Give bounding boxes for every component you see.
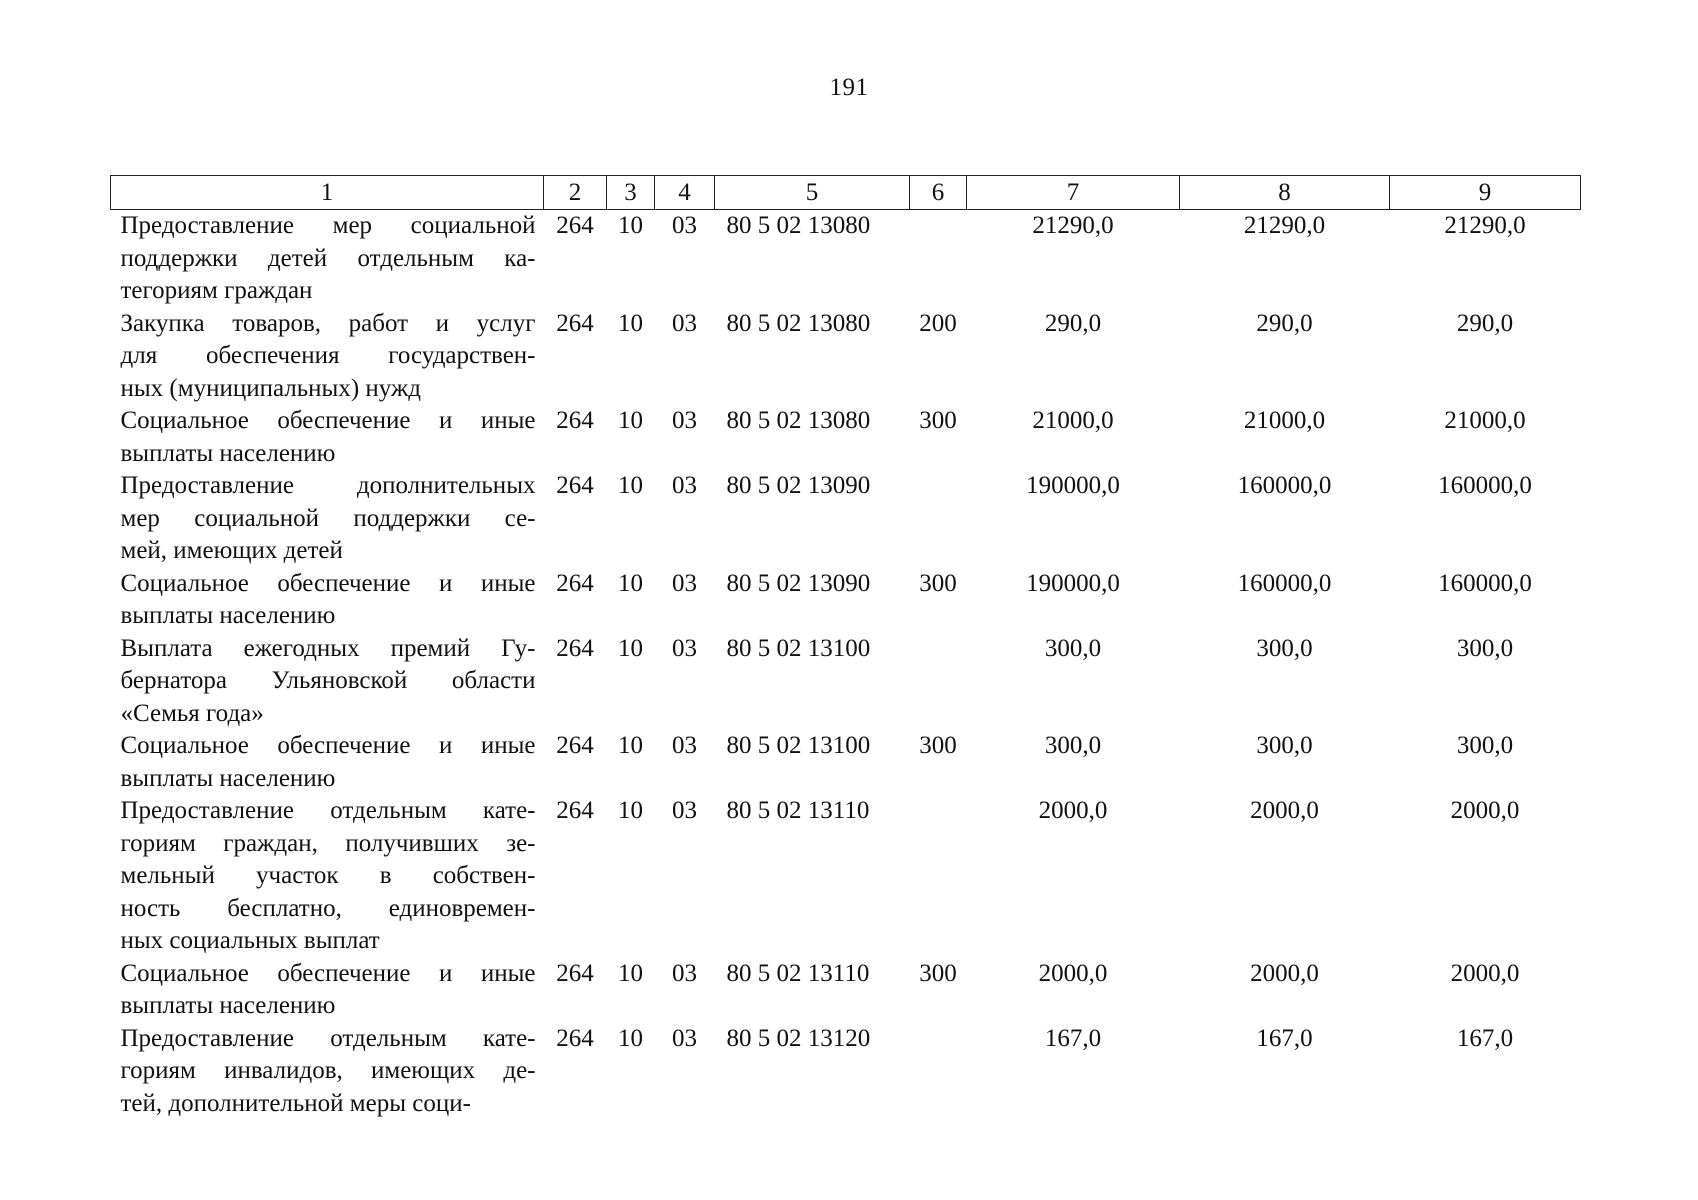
- section-code: 10: [618, 959, 643, 987]
- section-code: 10: [618, 634, 643, 662]
- subsection-code: 03: [672, 472, 697, 499]
- ministry-code: 264: [556, 732, 594, 759]
- ministry-code: 264: [556, 212, 594, 239]
- description-line: выплаты населению: [120, 602, 336, 629]
- expense-type-code: [910, 795, 967, 958]
- row-description: [111, 405, 544, 470]
- target-article-code: 80 5 02 13120: [726, 1024, 871, 1052]
- amount-col-8: 21000,0: [1243, 407, 1326, 434]
- table-header: [111, 176, 1581, 210]
- table-row: [111, 730, 1581, 795]
- row-description: [111, 633, 544, 731]
- amount-col-7: 167,0: [1044, 1024, 1102, 1052]
- description-line: бернатора Ульяновской области: [120, 667, 536, 694]
- target-article-code: 80 5 02 13080: [726, 407, 871, 434]
- amount-col-8: 290,0: [1256, 309, 1313, 337]
- amount-col-8: 2000,0: [1250, 797, 1319, 824]
- amount-col-7: 190000,0: [1026, 472, 1120, 499]
- column-header-8: 8: [1180, 176, 1390, 210]
- column-header-9: 9: [1390, 176, 1581, 210]
- target-article-code: 80 5 02 13090: [726, 569, 871, 597]
- section-code: 10: [618, 732, 643, 759]
- ministry-code: 264: [556, 472, 594, 499]
- section-code: 10: [618, 1024, 643, 1052]
- ministry-code: 264: [556, 569, 594, 597]
- target-article-code: 80 5 02 13100: [726, 634, 871, 662]
- ministry-code: 264: [556, 959, 594, 987]
- row-description: [111, 1023, 544, 1121]
- description-line: тегориям граждан: [120, 277, 313, 304]
- target-article-code: 80 5 02 13110: [726, 797, 870, 824]
- section-code: 10: [618, 309, 643, 337]
- description-line: Предоставление отдельным кате-: [120, 1024, 536, 1052]
- table-row: [111, 470, 1581, 568]
- description-line: для обеспечения государствен-: [120, 342, 536, 369]
- table-row: [111, 1023, 1581, 1121]
- table-row: [111, 568, 1581, 633]
- amount-col-8: 2000,0: [1250, 959, 1319, 987]
- description-line: Выплата ежегодных премий Гу-: [120, 634, 536, 662]
- target-article-code: 80 5 02 13110: [726, 959, 870, 987]
- description-line: мельный участок в собствен-: [120, 862, 536, 889]
- section-code: 10: [618, 797, 643, 824]
- target-article-code: 80 5 02 13090: [726, 472, 871, 499]
- expense-type-code: 300: [919, 959, 957, 987]
- subsection-code: 03: [672, 959, 697, 987]
- description-line: «Семья года»: [120, 699, 264, 727]
- amount-col-9: 2000,0: [1450, 797, 1520, 824]
- description-line: Предоставление мер социальной: [120, 212, 536, 239]
- ministry-code: 264: [556, 309, 594, 337]
- amount-col-7: 21290,0: [1032, 212, 1114, 239]
- description-line: выплаты населению: [120, 992, 336, 1019]
- amount-col-9: 300,0: [1456, 732, 1514, 759]
- amount-col-9: 300,0: [1456, 634, 1514, 662]
- amount-col-8: 160000,0: [1237, 472, 1332, 499]
- subsection-code: 03: [672, 407, 697, 434]
- amount-col-7: 190000,0: [1026, 569, 1120, 597]
- description-line: мер социальной поддержки се-: [120, 504, 536, 532]
- amount-col-8: 160000,0: [1237, 569, 1332, 597]
- subsection-code: 03: [672, 732, 697, 759]
- column-header-1: 1: [111, 176, 544, 210]
- section-code: 10: [618, 472, 643, 499]
- expense-type-code: [910, 470, 967, 568]
- description-line: поддержки детей отдельным ка-: [120, 244, 536, 272]
- target-article-code: 80 5 02 13080: [726, 309, 871, 337]
- row-description: [111, 795, 544, 958]
- page-number: 191: [829, 74, 869, 101]
- amount-col-7: 300,0: [1044, 634, 1102, 662]
- ministry-code: 264: [556, 634, 594, 662]
- amount-col-7: 300,0: [1044, 732, 1102, 759]
- table-row: [111, 958, 1581, 1023]
- description-line: тей, дополнительной меры соци-: [120, 1089, 471, 1117]
- amount-col-8: 300,0: [1256, 634, 1313, 662]
- header-row: [111, 176, 1581, 210]
- description-line: Социальное обеспечение и иные: [120, 959, 536, 987]
- table-row: [111, 210, 1581, 308]
- description-line: Предоставление дополнительных: [120, 472, 536, 499]
- budget-table-sheet: [110, 175, 1580, 1120]
- amount-col-7: 2000,0: [1038, 959, 1108, 987]
- subsection-code: 03: [672, 569, 697, 597]
- amount-col-9: 21000,0: [1444, 407, 1526, 434]
- expense-type-code: 300: [919, 407, 957, 434]
- description-line: выплаты населению: [120, 439, 336, 467]
- column-header-2: 2: [544, 176, 607, 210]
- description-line: ных социальных выплат: [120, 927, 380, 954]
- table-row: [111, 308, 1581, 406]
- amount-col-9: 160000,0: [1438, 569, 1532, 597]
- ministry-code: 264: [556, 1024, 594, 1052]
- description-line: ных (муниципальных) нужд: [120, 374, 421, 402]
- amount-col-7: 21000,0: [1032, 407, 1114, 434]
- section-code: 10: [618, 212, 643, 239]
- amount-col-9: 2000,0: [1450, 959, 1520, 987]
- column-header-3: 3: [607, 176, 655, 210]
- section-code: 10: [618, 569, 643, 597]
- column-header-7: 7: [967, 176, 1180, 210]
- description-line: Предоставление отдельным кате-: [120, 797, 536, 824]
- table-row: [111, 405, 1581, 470]
- row-description: [111, 308, 544, 406]
- subsection-code: 03: [672, 1024, 697, 1052]
- amount-col-9: 21290,0: [1444, 212, 1526, 239]
- expense-type-code: [910, 1023, 967, 1121]
- subsection-code: 03: [672, 212, 697, 239]
- expense-type-code: [910, 210, 967, 308]
- row-description: [111, 730, 544, 795]
- expense-type-code: [910, 633, 967, 731]
- row-description: [111, 568, 544, 633]
- ministry-code: 264: [556, 797, 594, 824]
- expense-type-code: 300: [919, 569, 957, 597]
- description-line: гориям инвалидов, имеющих де-: [120, 1057, 536, 1084]
- description-line: мей, имеющих детей: [120, 537, 343, 564]
- table-body: [111, 210, 1581, 1121]
- subsection-code: 03: [672, 309, 697, 337]
- description-line: гориям граждан, получивших зе-: [120, 829, 536, 857]
- description-line: выплаты населению: [120, 764, 336, 792]
- description-line: Социальное обеспечение и иные: [120, 569, 536, 597]
- description-line: Социальное обеспечение и иные: [120, 407, 536, 434]
- amount-col-7: 290,0: [1044, 309, 1102, 337]
- amount-col-9: 167,0: [1456, 1024, 1514, 1052]
- amount-col-8: 167,0: [1256, 1024, 1313, 1052]
- amount-col-8: 300,0: [1256, 732, 1313, 759]
- description-line: Социальное обеспечение и иные: [120, 732, 536, 759]
- description-line: ность бесплатно, единовремен-: [120, 894, 536, 922]
- amount-col-9: 290,0: [1456, 309, 1514, 337]
- column-header-4: 4: [655, 176, 715, 210]
- row-description: [111, 210, 544, 308]
- target-article-code: 80 5 02 13100: [726, 732, 871, 759]
- amount-col-9: 160000,0: [1438, 472, 1532, 499]
- column-header-6: 6: [910, 176, 967, 210]
- amount-col-7: 2000,0: [1038, 797, 1108, 824]
- subsection-code: 03: [672, 634, 697, 662]
- budget-table: [110, 175, 1581, 1120]
- amount-col-8: 21290,0: [1243, 212, 1326, 239]
- expense-type-code: 200: [919, 309, 957, 337]
- ministry-code: 264: [556, 407, 594, 434]
- row-description: [111, 470, 544, 568]
- description-line: Закупка товаров, работ и услуг: [120, 309, 536, 337]
- table-row: [111, 633, 1581, 731]
- section-code: 10: [618, 407, 643, 434]
- table-row: [111, 795, 1581, 958]
- column-header-5: 5: [715, 176, 910, 210]
- expense-type-code: 300: [919, 732, 957, 759]
- target-article-code: 80 5 02 13080: [726, 212, 871, 239]
- row-description: [111, 958, 544, 1023]
- subsection-code: 03: [672, 797, 697, 824]
